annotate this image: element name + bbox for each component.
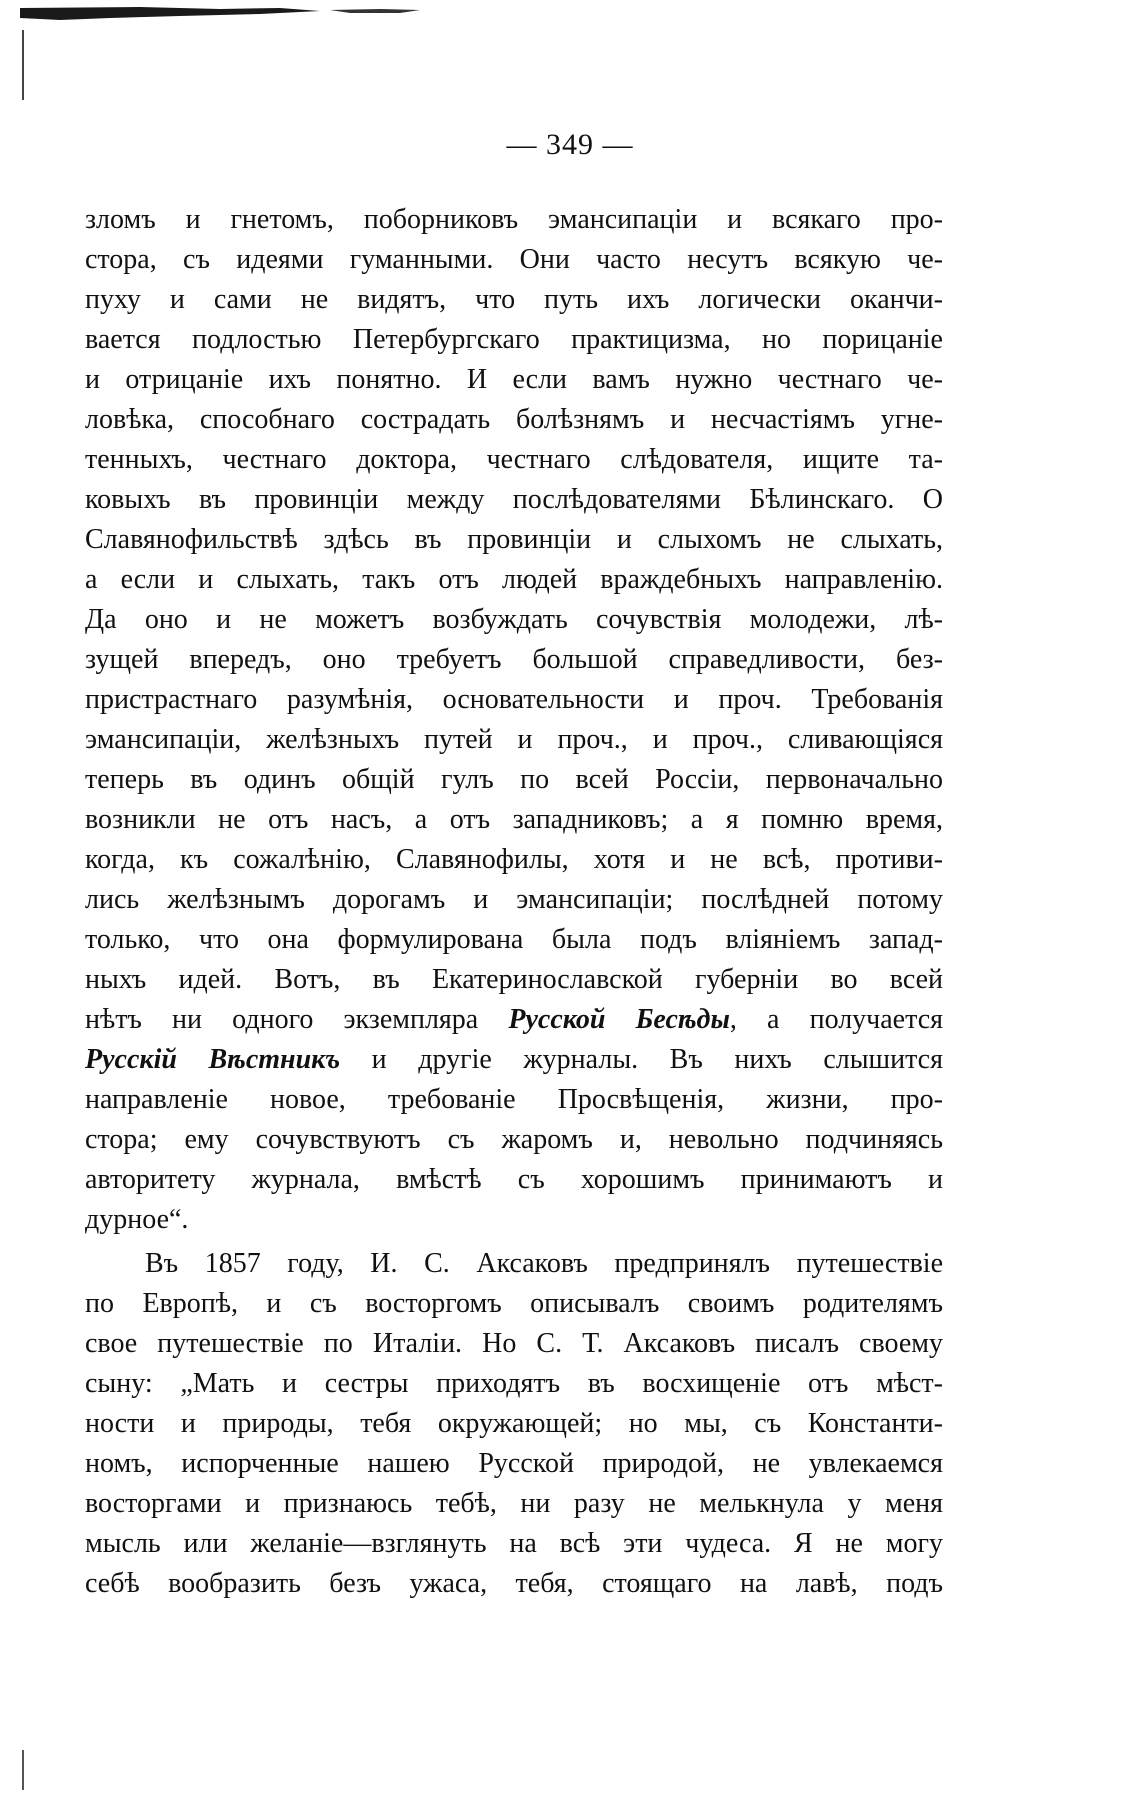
text-line: ныхъ идей. Вотъ, въ Екатеринославской губерніи во всей [85, 964, 943, 995]
text-line: стора; ему сочувствуютъ съ жаромъ и, невольно подчиняясь [85, 1124, 943, 1155]
text-segment: нѣтъ ни одного экземпляра [85, 1004, 509, 1035]
text-line: свое путешествіе по Италіи. Но С. Т. Аксаковъ писалъ своему [85, 1328, 943, 1359]
text-segment: и другіе журналы. Въ нихъ слышится [340, 1044, 943, 1075]
text-line: восторгами и признаюсь тебѣ, ни разу не мелькнула у меня [85, 1488, 943, 1519]
text-line: мысль или желаніе—взглянуть на всѣ эти чудеса. Я не могу [85, 1528, 943, 1559]
text-line: по Европѣ, и съ восторгомъ описывалъ своимъ родителямъ [85, 1288, 943, 1319]
text-line: теперь въ одинъ общій гулъ по всей Россіи, первоначально [85, 764, 943, 795]
text-line: возникли не отъ насъ, а отъ западниковъ; а я помню время, [85, 804, 943, 835]
journal-title: Русской Бесѣды [508, 1004, 730, 1035]
text-line: направленіе новое, требованіе Просвѣщенія, жизни, про- [85, 1084, 943, 1115]
text-line: сыну: „Мать и сестры приходятъ въ восхищеніе отъ мѣст- [85, 1368, 943, 1399]
text-line-with-title [85, 1000, 943, 1040]
page-number: — 349 — [506, 128, 634, 161]
text-line: Славянофильствѣ здѣсь въ провинціи и слыхомъ не слыхать, [85, 524, 943, 555]
scan-smudge [20, 6, 450, 22]
text-line: авторитету журнала, вмѣстѣ съ хорошимъ принимаютъ и [85, 1164, 943, 1195]
scan-edge-mark-bottom [22, 1750, 24, 1790]
text-line: а если и слыхать, такъ отъ людей враждебныхъ направленію. [85, 564, 943, 595]
text-line: когда, къ сожалѣнію, Славянофилы, хотя и не всѣ, противи- [85, 844, 943, 875]
text-line: себѣ вообразить безъ ужаса, тебя, стоящаго на лавѣ, подъ [85, 1568, 943, 1599]
text-line: эмансипаціи, желѣзныхъ путей и проч., и проч., сливающіяся [85, 724, 943, 755]
text-line-with-title [85, 1040, 943, 1080]
text-line: Въ 1857 году, И. С. Аксаковъ предпринялъ путешествіе [145, 1248, 943, 1279]
text-segment: , а получается [729, 1004, 943, 1035]
text-line: стора, съ идеями гуманными. Они часто несутъ всякую че- [85, 244, 943, 275]
text-line: Да оно и не можетъ возбуждать сочувствія молодежи, лѣ- [85, 604, 943, 635]
text-line: ловѣка, способнаго сострадать болѣзнямъ и несчастіямъ угне- [85, 404, 943, 435]
text-line: и отрицаніе ихъ понятно. И если вамъ нужно честнаго че- [85, 364, 943, 395]
journal-title: Русскій Вѣстникъ [85, 1044, 341, 1075]
body-text [85, 200, 943, 1604]
text-line: зущей впередъ, оно требуетъ большой справедливости, без- [85, 644, 943, 675]
text-line: номъ, испорченные нашею Русской природой, не увлекаемся [85, 1448, 943, 1479]
text-line: ности и природы, тебя окружающей; но мы, съ Константи- [85, 1408, 943, 1439]
text-line: зломъ и гнетомъ, поборниковъ эмансипаціи и всякаго про- [85, 204, 943, 235]
text-line: только, что она формулирована была подъ вліяніемъ запад- [85, 924, 943, 955]
text-line: тенныхъ, честнаго доктора, честнаго слѣдователя, ищите та- [85, 444, 943, 475]
scan-edge-mark [22, 30, 24, 100]
text-line: пуху и сами не видятъ, что путь ихъ логически оканчи- [85, 284, 943, 315]
text-line: дурное“. [85, 1204, 189, 1235]
text-line: ковыхъ въ провинціи между послѣдователями Бѣлинскаго. О [85, 484, 943, 515]
text-line: вается подлостью Петербургскаго практицизма, но порицаніе [85, 324, 943, 355]
text-line: лись желѣзнымъ дорогамъ и эмансипаціи; послѣдней потому [85, 884, 943, 915]
text-line: пристрастнаго разумѣнія, основательности и проч. Требованія [85, 684, 943, 715]
